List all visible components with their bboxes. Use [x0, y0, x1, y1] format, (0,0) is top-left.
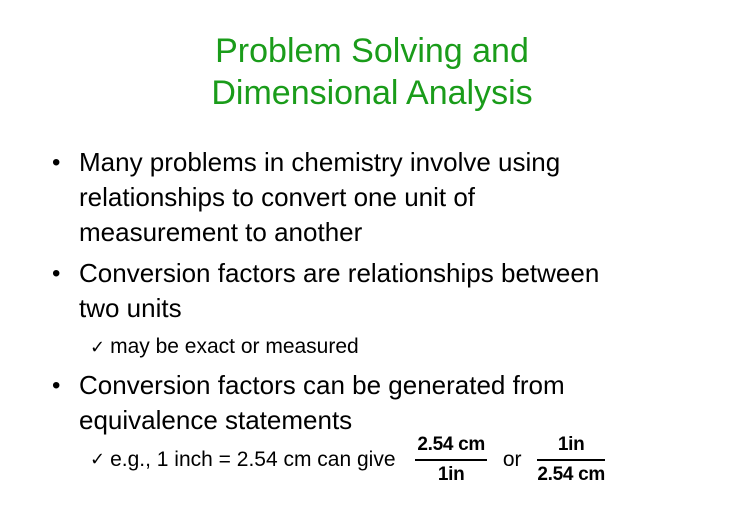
fraction-denominator: 2.54 cm	[537, 464, 605, 485]
subpoint-measured	[90, 334, 359, 361]
fraction-numerator: 2.54 cm	[415, 434, 487, 461]
bullet-item-2	[52, 256, 692, 326]
subpoint-text: may be exact or measured	[110, 335, 359, 358]
subpoint-text: e.g., 1 inch = 2.54 cm can give	[110, 448, 396, 471]
bullet-line: two units	[79, 293, 182, 323]
bullet-item-1	[52, 145, 692, 250]
bullet-icon: •	[52, 149, 61, 176]
conversion-fraction-in-per-cm	[537, 434, 605, 486]
bullet-text	[79, 145, 692, 250]
bullet-line: Conversion factors are relationships between	[79, 258, 600, 288]
bullet-line: Many problems in chemistry involve using	[79, 147, 561, 177]
slide-title-line-1: Problem Solving and	[215, 32, 529, 70]
checkmark-icon: ✓	[90, 449, 106, 470]
conversion-fraction-cm-per-in	[415, 434, 487, 486]
bullet-text	[79, 368, 692, 438]
fraction-denominator: 1in	[437, 464, 465, 485]
bullet-text	[79, 256, 692, 326]
slide-title	[0, 30, 744, 114]
bullet-line: equivalence statements	[79, 405, 353, 435]
fraction-numerator: 1in	[537, 434, 605, 461]
slide-title-line-2: Dimensional Analysis	[211, 74, 533, 112]
bullet-item-3	[52, 368, 692, 438]
bullet-line: measurement to another	[79, 217, 363, 247]
bullet-line: Conversion factors can be generated from	[79, 370, 565, 400]
bullet-icon: •	[52, 372, 61, 399]
bullet-icon: •	[52, 260, 61, 287]
or-text: or	[502, 448, 522, 471]
checkmark-icon: ✓	[90, 337, 106, 358]
bullet-line: relationships to convert one unit of	[79, 182, 476, 212]
subpoint-example	[90, 434, 605, 486]
